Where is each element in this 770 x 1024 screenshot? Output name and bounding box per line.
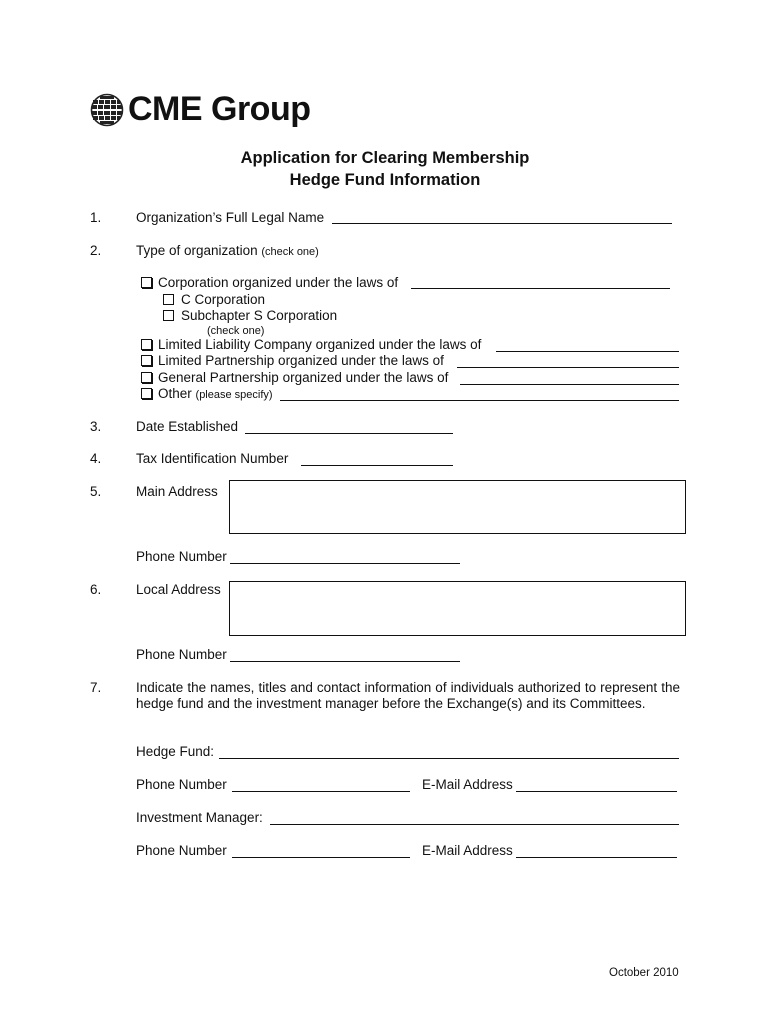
- q2-label: [136, 243, 319, 260]
- q7-number: 7.: [90, 680, 102, 695]
- other-hint: (please specify): [195, 389, 273, 401]
- q3-label: Date Established: [136, 419, 239, 434]
- page-title: Application for Clearing Membership: [240, 149, 530, 167]
- lp-label: Limited Partnership organized under the laws of: [158, 353, 444, 368]
- main-address-box[interactable]: [229, 480, 686, 534]
- gp-laws-field[interactable]: [460, 384, 679, 385]
- c-corporation-label: C Corporation: [181, 292, 266, 307]
- other-label-text: Other: [158, 386, 192, 401]
- investment-manager-phone-label: Phone Number: [136, 843, 227, 858]
- s-corporation-checkbox[interactable]: [163, 310, 174, 321]
- tax-id-field[interactable]: [301, 465, 453, 466]
- local-phone-label: Phone Number: [136, 647, 227, 662]
- investment-manager-phone-field[interactable]: [232, 857, 410, 858]
- gp-checkbox[interactable]: [141, 372, 152, 383]
- lp-laws-field[interactable]: [457, 367, 679, 368]
- hedge-fund-email-label: E-Mail Address: [422, 777, 513, 792]
- corporation-checkbox[interactable]: [141, 277, 152, 288]
- hedge-fund-phone-label: Phone Number: [136, 777, 227, 792]
- date-established-field[interactable]: [245, 433, 453, 434]
- investment-manager-field[interactable]: [270, 824, 679, 825]
- hedge-fund-phone-field[interactable]: [232, 791, 410, 792]
- lp-checkbox[interactable]: [141, 355, 152, 366]
- other-checkbox[interactable]: [141, 388, 152, 399]
- q6-label: Local Address: [136, 582, 221, 597]
- investment-manager-email-label: E-Mail Address: [422, 843, 513, 858]
- footer-date: October 2010: [609, 967, 679, 979]
- q4-number: 4.: [90, 451, 102, 466]
- hedge-fund-label: Hedge Fund:: [136, 744, 215, 759]
- q1-number: 1.: [90, 210, 102, 225]
- llc-checkbox[interactable]: [141, 339, 152, 350]
- main-phone-label: Phone Number: [136, 549, 227, 564]
- q2-hint: (check one): [261, 246, 319, 258]
- investment-manager-label: Investment Manager:: [136, 810, 263, 825]
- llc-laws-field[interactable]: [496, 351, 679, 352]
- q3-number: 3.: [90, 419, 102, 434]
- q5-number: 5.: [90, 484, 102, 499]
- q2-number: 2.: [90, 243, 102, 258]
- hedge-fund-email-field[interactable]: [516, 791, 677, 792]
- q7-instructions: Indicate the names, titles and contact information of individuals authorized to represent the hedge fund and the investment manager before the Exchange(s) and its Committees.: [136, 680, 680, 711]
- hedge-fund-field[interactable]: [219, 758, 679, 759]
- q1-label: Organization’s Full Legal Name: [136, 210, 325, 225]
- other-specify-field[interactable]: [280, 400, 679, 401]
- q6-number: 6.: [90, 582, 102, 597]
- other-label: [158, 386, 273, 403]
- corporation-type-hint: (check one): [207, 325, 265, 337]
- corporation-laws-field[interactable]: [411, 288, 670, 289]
- logo-wordmark: CME Group: [128, 90, 311, 128]
- llc-label: Limited Liability Company organized under the laws of: [158, 337, 482, 352]
- s-corporation-label: Subchapter S Corporation: [181, 308, 338, 323]
- legal-name-field[interactable]: [332, 223, 672, 224]
- q4-label: Tax Identification Number: [136, 451, 289, 466]
- c-corporation-checkbox[interactable]: [163, 294, 174, 305]
- corporation-label: Corporation organized under the laws of: [158, 275, 399, 290]
- investment-manager-email-field[interactable]: [516, 857, 677, 858]
- globe-icon: [90, 92, 124, 128]
- q5-label: Main Address: [136, 484, 218, 499]
- gp-label: General Partnership organized under the laws of: [158, 370, 449, 385]
- main-phone-field[interactable]: [230, 563, 460, 564]
- local-phone-field[interactable]: [230, 661, 460, 662]
- page-subtitle: Hedge Fund Information: [289, 171, 481, 189]
- local-address-box[interactable]: [229, 581, 686, 636]
- cme-logo: [90, 90, 330, 134]
- q2-label-text: Type of organization: [136, 243, 258, 258]
